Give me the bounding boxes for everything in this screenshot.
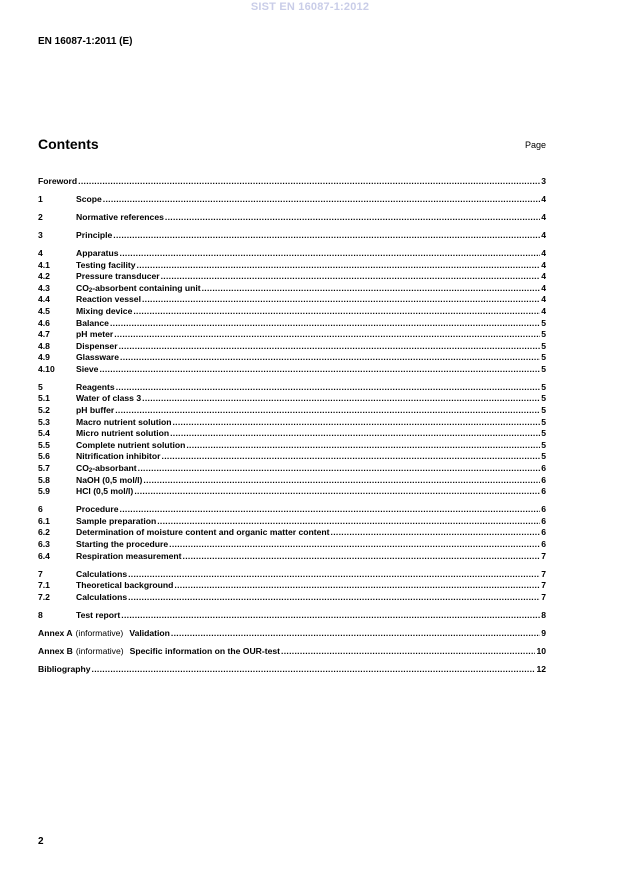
toc-entry-page: 4 [541,282,546,293]
dot-leader [202,283,541,295]
toc-entry-title: Calculations [76,568,128,579]
toc-entry[interactable] [38,592,546,604]
toc-entry-page: 6 [541,474,546,485]
toc-entry-number: 4.9 [38,352,50,363]
toc-entry-page: 4 [541,229,546,240]
toc-entry-page: 6 [541,527,546,538]
toc-entry-page: 12 [536,663,546,674]
toc-entry-page: 5 [541,405,546,416]
toc-entry-page: 5 [541,340,546,351]
toc-entry[interactable] [38,260,546,272]
toc-entry[interactable] [38,527,546,539]
toc-entry[interactable] [38,551,546,563]
toc-entry[interactable] [38,271,546,283]
toc-entry-title: Testing facility [76,259,136,270]
toc-entry-page: 9 [541,627,546,638]
toc-bibliography-entry[interactable] [38,664,546,676]
toc-entry-title: Theoretical background [76,580,174,591]
watermark: SIST EN 16087-1:2012 [250,1,370,13]
toc-entry[interactable] [38,393,546,405]
toc-entry-title: Respiration measurement [76,550,182,561]
toc-entry-page: 5 [541,363,546,374]
toc-entry-number: 6 [38,504,43,515]
toc-entry-title: Balance [76,317,109,328]
toc-entry-page: 5 [541,352,546,363]
dot-leader [171,628,540,640]
toc-entry-page: 7 [541,550,546,561]
dot-leader [99,364,540,376]
dot-leader [143,475,540,487]
toc-entry-number: 6.1 [38,515,50,526]
toc-entry-page: 4 [541,294,546,305]
toc-entry[interactable] [38,428,546,440]
toc-entry-title: Calculations [76,591,128,602]
toc-entry-title: Dispenser [76,340,118,351]
toc-entry-title: Glassware [76,352,119,363]
toc-entry-page: 6 [541,463,546,474]
toc-entry-page: 5 [541,416,546,427]
toc-entry-title: Complete nutrient solution [76,439,186,450]
toc-entry-title: Macro nutrient solution [76,416,172,427]
toc-entry[interactable] [38,352,546,364]
dot-leader [133,306,540,318]
toc-entry-page: 5 [541,439,546,450]
dot-leader [120,504,541,516]
toc-entry-page: 5 [541,381,546,392]
toc-entry-page: 6 [541,515,546,526]
dot-leader [128,592,540,604]
toc-entry-page: 8 [541,609,546,620]
toc-entry-page: 5 [541,451,546,462]
toc-entry[interactable] [38,176,546,188]
toc-entry-title [76,463,137,475]
toc-entry-number: 5.7 [38,463,50,474]
toc-entry-number: 4.7 [38,329,50,340]
toc-entry-title-prefix: CO [76,463,89,474]
page-number: 2 [38,836,44,847]
toc-entry-number: 4.3 [38,282,50,293]
toc-entry-page: 4 [541,211,546,222]
dot-leader [116,382,541,394]
toc-entry-page: 4 [541,193,546,204]
toc-entry[interactable] [38,539,546,551]
toc-entry-number: 4.5 [38,305,50,316]
toc-entry[interactable] [38,283,546,295]
toc-entry-title: Mixing device [76,305,133,316]
toc-entry-number: 5.2 [38,405,50,416]
annex-type: (informative) [75,627,124,638]
toc-entry-number: 5 [38,381,43,392]
toc-entry-number: 4.2 [38,271,50,282]
toc-entry-number: 4.8 [38,340,50,351]
toc-entry-page: 4 [541,259,546,270]
dot-leader [134,486,540,498]
toc-entry-title: Foreword [38,176,78,186]
toc-entry-page: 7 [541,568,546,579]
toc-entry-title: pH buffer [76,405,115,416]
dot-leader [120,248,541,260]
toc-entry[interactable] [38,451,546,463]
toc-entry-number: 2 [38,211,43,222]
dot-leader [165,212,540,224]
subscript: 2 [88,287,93,294]
toc-entry[interactable] [38,230,546,242]
page-column-header: Page [524,140,546,150]
toc-entry-page: 10 [536,645,546,656]
toc-entry-number: 5.8 [38,474,50,485]
toc-entry[interactable] [38,405,546,417]
toc-entry-title-prefix: CO [76,282,89,293]
toc-annex-entry[interactable] [38,646,546,658]
toc-entry-number: 5.6 [38,451,50,462]
dot-leader [121,610,540,622]
toc-entry-page: 6 [541,504,546,515]
bibliography-title: Bibliography [38,663,91,674]
annex-type: (informative) [75,645,124,656]
subscript: 2 [88,468,93,475]
toc-entry-number: 6.4 [38,550,50,561]
toc-entry[interactable] [38,504,546,516]
toc-entry-title: Starting the procedure [76,538,169,549]
toc-entry-title: Reagents [76,381,115,392]
toc-entry-title: Reaction vessel [76,294,141,305]
toc-entry-title: Procedure [76,504,119,515]
toc-entry-number: 4.10 [38,363,55,374]
toc-entry[interactable] [38,516,546,528]
toc-entry-page: 5 [541,317,546,328]
toc-entry-number: 4.4 [38,294,50,305]
toc-entry-title: Scope [76,193,102,204]
toc-entry[interactable] [38,294,546,306]
dot-leader [110,318,540,330]
toc-entry-number: 4 [38,247,43,258]
toc-entry[interactable] [38,417,546,429]
toc-entry-number: 6.2 [38,527,50,538]
toc-entry-title: Sieve [76,363,99,374]
toc-entry-number: 1 [38,193,43,204]
dot-leader [138,463,541,475]
toc-entry-number: 7.1 [38,580,50,591]
toc-entry-page: 5 [541,329,546,340]
toc-entry-number: 7.2 [38,591,50,602]
dot-leader [103,194,540,206]
dot-leader [137,260,541,272]
toc-entry-title: pH meter [76,329,114,340]
dot-leader [169,539,540,551]
toc-entry-page: 4 [541,271,546,282]
toc-entry[interactable] [38,382,546,394]
dot-leader [113,230,540,242]
toc-entry-number: 5.3 [38,416,50,427]
toc-entry-page: 5 [541,428,546,439]
toc-entry-title: Normative references [76,211,164,222]
toc-entry-title: NaOH (0,5 mol/l) [76,474,143,485]
toc-entry-number: 5.9 [38,486,50,497]
toc-entry-number: 5.1 [38,393,50,404]
toc-entry-page: 5 [541,393,546,404]
toc-entry-title: Principle [76,229,113,240]
dot-leader [78,176,540,188]
dot-leader [183,551,541,563]
toc-entry-page: 4 [541,247,546,258]
dot-leader [170,428,540,440]
toc-entry[interactable] [38,475,546,487]
toc-entry[interactable] [38,463,546,475]
dot-leader [174,580,540,592]
toc-annex-entry[interactable] [38,628,546,640]
toc-entry-title: Test report [76,609,121,620]
dot-leader [119,341,541,353]
dot-leader [331,527,541,539]
dot-leader [92,664,536,676]
toc-entry-number: 8 [38,609,43,620]
dot-leader [281,646,535,658]
toc-entry-number: 4.1 [38,259,50,270]
toc-entry-title: HCl (0,5 mol/l) [76,486,134,497]
toc-entry-number: 4.6 [38,317,50,328]
dot-leader [172,417,540,429]
toc-entry[interactable] [38,610,546,622]
toc-entry[interactable] [38,212,546,224]
dot-leader [162,451,541,463]
toc-entry[interactable] [38,440,546,452]
toc-entry-number: 3 [38,229,43,240]
toc-entry[interactable] [38,318,546,330]
dot-leader [128,569,540,581]
toc-entry-title: Water of class 3 [76,393,142,404]
dot-leader [114,329,540,341]
dot-leader [115,405,540,417]
toc-entry-title: Pressure transducer [76,271,160,282]
table-of-contents [38,176,546,675]
toc-entry-number: 7 [38,568,43,579]
contents-title: Contents [38,136,99,152]
toc-entry-title-suffix: -absorbent containing unit [92,282,201,293]
toc-entry[interactable] [38,486,546,498]
toc-entry-title: Apparatus [76,247,119,258]
dot-leader [142,294,540,306]
toc-entry[interactable] [38,194,546,206]
toc-entry-title [76,283,201,295]
toc-entry-page: 6 [541,486,546,497]
toc-entry[interactable] [38,306,546,318]
toc-entry[interactable] [38,580,546,592]
dot-leader [120,352,540,364]
dot-leader [157,516,540,528]
annex-label: Annex B [38,645,73,656]
toc-entry-page: 4 [541,305,546,316]
annex-label: Annex A [38,627,73,638]
toc-entry-page: 7 [541,591,546,602]
toc-entry-title-suffix: -absorbant [92,463,137,474]
dot-leader [142,393,540,405]
toc-entry-page: 7 [541,580,546,591]
toc-entry-number: 5.4 [38,428,50,439]
dot-leader [186,440,540,452]
toc-entry[interactable] [38,569,546,581]
toc-entry-title: Nitrification inhibitor [76,451,161,462]
document-id: EN 16087-1:2011 (E) [38,36,133,47]
toc-entry-page: 6 [541,538,546,549]
toc-entry[interactable] [38,364,546,376]
toc-entry-page: 3 [541,176,546,186]
toc-entry[interactable] [38,248,546,260]
dot-leader [161,271,541,283]
toc-entry-number: 6.3 [38,538,50,549]
toc-entry-title: Micro nutrient solution [76,428,170,439]
toc-entry[interactable] [38,329,546,341]
toc-entry-title: Determination of moisture content and organic matter content [76,527,330,538]
toc-entry-title: Sample preparation [76,515,157,526]
toc-entry-number: 5.5 [38,439,50,450]
toc-entry[interactable] [38,341,546,353]
annex-title: Specific information on the OUR-test [129,645,281,656]
annex-title: Validation [129,627,170,638]
